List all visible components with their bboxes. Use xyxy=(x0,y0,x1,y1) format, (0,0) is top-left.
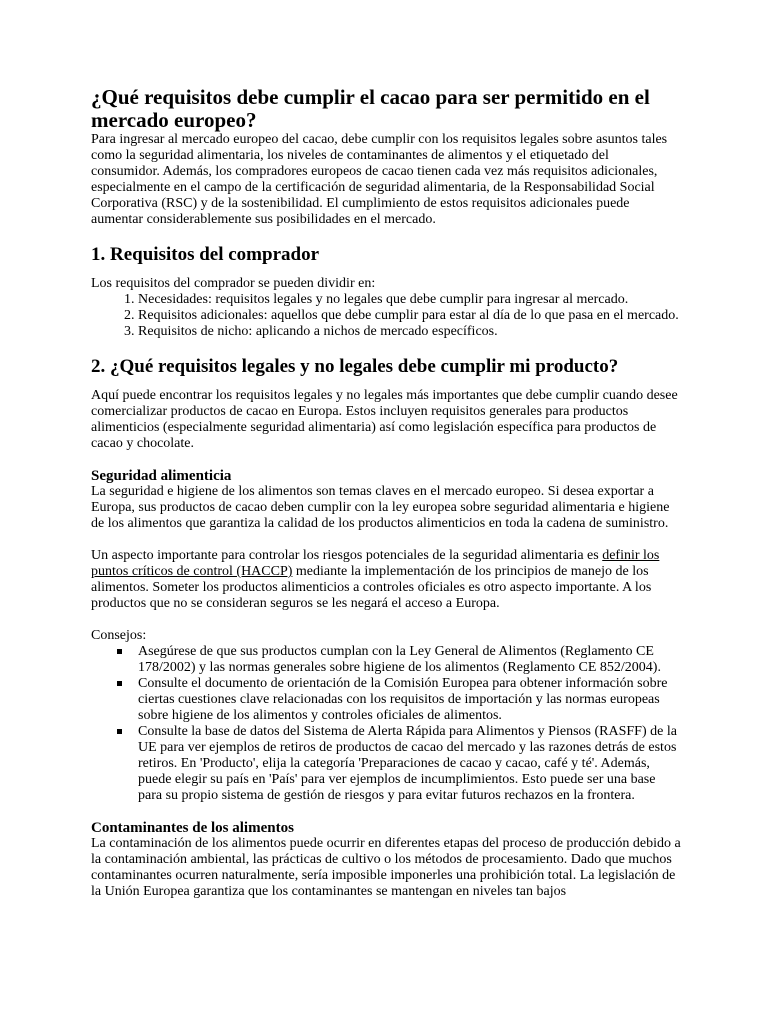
list-item xyxy=(138,644,681,676)
food-safety-paragraph-1: La seguridad e higiene de los alimentos son temas claves en el mercado europeo. Si desea exportar a Europa, sus productos de cacao deben cumplir con la ley europea sobre seguridad alimentaria e higiene de los alimentos que garantiza la calidad de los productos alimenticios en toda la cadena de suministro. xyxy=(91,484,670,531)
tips-label: Consejos: xyxy=(91,628,147,643)
section1-lead: Los requisitos del comprador se pueden dividir en: xyxy=(91,276,376,291)
list-item: 2. Requisitos adicionales: aquellos que debe cumplir para estar al día de lo que pasa en el mercado. xyxy=(138,308,681,324)
square-bullet-icon xyxy=(117,681,122,686)
list-item xyxy=(138,676,681,724)
section2-intro: Aquí puede encontrar los requisitos legales y no legales más importantes que debe cumplir cuando desee comercializar productos de cacao en Europa. Estos incluyen requisitos generales para productos alimenticios (especialmente seguridad alimentaria) así como legislación específica para productos de cacao y chocolate. xyxy=(91,388,678,451)
tips-list xyxy=(91,644,681,804)
section2-heading: 2. ¿Qué requisitos legales y no legales debe cumplir mi producto? xyxy=(91,356,619,377)
square-bullet-icon xyxy=(117,729,122,734)
food-safety-paragraph-2 xyxy=(91,548,681,612)
contaminants-heading: Contaminantes de los alimentos xyxy=(91,820,294,836)
contaminants-paragraph: La contaminación de los alimentos puede ocurrir en diferentes etapas del proceso de producción debido a la contaminación ambiental, las prácticas de cultivo o los métodos de procesamiento. Dado que muchos contaminantes ocurren naturalmente, sería imposible imponerles una prohibición total. La legislación de la Unión Europea garantiza que los contaminantes se mantengan en niveles tan bajos xyxy=(91,836,681,899)
haccp-link[interactable]: definir los puntos críticos de control (HACCP) xyxy=(91,548,660,579)
document-page xyxy=(91,86,681,900)
page-title: ¿Qué requisitos debe cumplir el cacao para ser permitido en el mercado europeo? xyxy=(91,85,650,132)
list-item: 3. Requisitos de nicho: aplicando a nichos de mercado específicos. xyxy=(138,324,681,340)
tip-text: Asegúrese de que sus productos cumplan con la Ley General de Alimentos (Reglamento CE 178/2002) y las normas generales sobre higiene de los alimentos (Reglamento CE 852/2004). xyxy=(138,644,661,675)
list-item xyxy=(138,724,681,804)
buyer-requirements-list xyxy=(91,292,681,340)
paragraph-text: Un aspecto importante para controlar los riesgos potenciales de la seguridad alimentaria es xyxy=(91,548,603,563)
tip-text: Consulte el documento de orientación de la Comisión Europea para obtener información sobre ciertas cuestiones clave relacionadas con los requisitos de importación y las normas europeas sobre higiene de los alimentos y controles oficiales de alimentos. xyxy=(138,676,668,723)
tip-text: Consulte la base de datos del Sistema de Alerta Rápida para Alimentos y Piensos (RASFF) de la UE para ver ejemplos de retiros de productos de cacao del mercado y las razones detrás de estos retiros. En 'Producto', elija la categoría 'Preparaciones de cacao y cacao, café y té'. Además, puede elegir su país en 'País' para ver ejemplos de incumplimientos. Esto puede ser una base para su propio sistema de gestión de riesgos y para evitar futuros rechazos en la frontera. xyxy=(138,724,677,803)
list-item: 1. Necesidades: requisitos legales y no legales que debe cumplir para ingresar al mercado. xyxy=(138,292,681,308)
section1-heading: 1. Requisitos del comprador xyxy=(91,244,319,265)
intro-paragraph: Para ingresar al mercado europeo del cacao, debe cumplir con los requisitos legales sobre asuntos tales como la seguridad alimentaria, los niveles de contaminantes de alimentos y el etiquetado del consumidor. Además, los compradores europeos de cacao tienen cada vez más requisitos adicionales, especialmente en el campo de la certificación de seguridad alimentaria, de la Responsabilidad Social Corporativa (RSC) y de la sostenibilidad. El cumplimiento de estos requisitos adicionales puede aumentar considerablemente sus posibilidades en el mercado. xyxy=(91,132,668,227)
paragraph-text: mediante la implementación de los principios de manejo de los alimentos. Someter los productos alimenticios a controles oficiales es otro aspecto importante. A los productos que no se consideran seguros se les negará el acceso a Europa. xyxy=(91,564,652,611)
square-bullet-icon xyxy=(117,649,122,654)
food-safety-heading: Seguridad alimenticia xyxy=(91,468,232,484)
